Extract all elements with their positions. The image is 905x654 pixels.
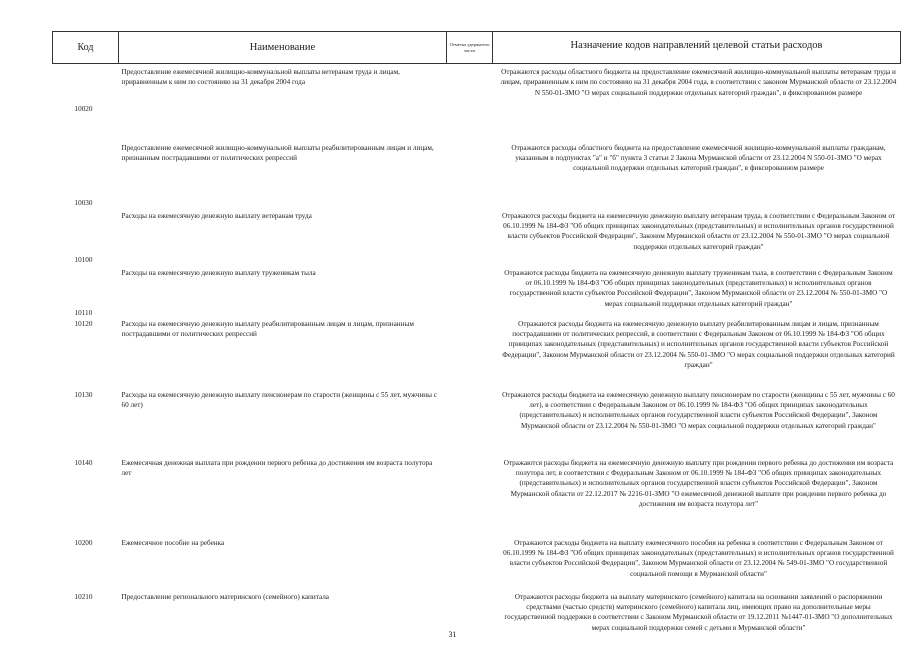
row-purpose: Отражаются расходы бюджета на ежемесячную денежную выплату при рождении первого ребенка до достижения им возраста полутора лет, в соответствии с Федеральным Законом от 06.10.1999 № 184-ФЗ "Об общих принципах законодательных (представительных) и исполнительных органов государственной власти субъектов Российской Федерации", Законом Мурманской области от 22.12.2017 № 2216-01-ЗМО "О ежемесячной денежной выплате при рождении первого ребенка до достижения им возраста полутора лет" [503,458,894,509]
row-code: 10210 [74,592,93,601]
row-code: 10200 [74,538,93,547]
row-name: Предоставление ежемесячной жилищно-коммунальной выплаты реабилитированным лицам и лицам, признанным пострадавшими от политических репрессий [121,143,434,162]
row-purpose: Отражаются расходы бюджета на ежемесячную денежную выплату пенсионерам по старости (женщины с 55 лет, мужчины с 60 лет), в соответствии с Федеральным Законом от 06.10.1999 № 184-ФЗ "Об общих принципах законодательных (представительных) и исполнительных органов государственной власти субъектов Российской Федерации", Законом Мурманской области от 23.12.2004 № 550-01-ЗМО "О мерах социальной поддержки отдельных категорий граждан" [502,390,895,430]
header-mark: Отметка удержатель части [447,32,493,64]
row-purpose: Отражаются расходы бюджета на выплату ежемесячного пособия на ребенка в соответствии с Федеральным Законом от 06.10.1999 № 184-ФЗ "Об общих принципах законодательных (представительных) и исполнительных органов государственной власти субъектов Российской Федерации", Законом Мурманской области от 23.12.2004 № 549-01-ЗМО "О государственной социальной помощи в Мурманской области" [503,538,894,578]
row-mark [447,141,493,209]
row-purpose: Отражаются расходы областного бюджета на предоставление ежемесячной жилищно-коммунальной выплаты ветеранам труда и лицам, приравненным к ним по состоянию на 31 декабря 2004 года, в соответствии с законом Мурманской области от 23.12.2004 N 550-01-ЗМО "О мерах социальной поддержки отдельных категорий граждан", в фиксированном размере [500,68,897,97]
row-name: Расходы на ежемесячную денежную выплату реабилитированным лицам и лицам, признанным пострадавшими от политических репрессий [121,319,414,338]
table-row [53,319,901,388]
document-page [52,31,905,632]
table-row [53,592,901,654]
target-article-table [52,31,901,654]
row-code: 10030 [74,198,93,207]
page-number: 31 [448,630,457,639]
row-code: 10100 [74,255,93,264]
table-row [53,388,901,456]
row-code: 10110 [74,308,93,317]
row-mark [447,319,493,388]
table-row [53,209,901,266]
row-purpose: Отражаются расходы бюджета на ежемесячную денежную выплату ветеранам труда, в соответствии с Федеральным Законом от 06.10.1999 № 184-ФЗ "Об общих принципах законодательных (представительных) и исполнительных органов государственной власти субъектов Российской Федерации", Законом Мурманской области от 23.12.2004 № 550-01-ЗМО "О мерах социальной поддержки отдельных категорий граждан" [502,211,895,251]
row-mark [447,266,493,319]
header-name: Наименование [119,32,447,64]
row-name: Расходы на ежемесячную денежную выплату ветеранам труда [121,211,312,220]
table-row [53,456,901,536]
row-mark [447,456,493,536]
row-purpose: Отражаются расходы бюджета на выплату материнского (семейного) капитала на основании заявлений о распоряжении средствами (частью средств) материнского (семейного) капитала лиц, имеющих право на дополнительные меры государственной поддержки в соответствии с Законом Мурманской области от 19.12.2011 №1447-01-ЗМО "О дополнительных мерах социальной поддержки семей с детьми в Мурманской области" [504,592,893,632]
row-code: 10120 [74,319,93,328]
row-name: Предоставление регионального материнского (семейного) капитала [121,592,329,601]
row-name: Расходы на ежемесячную денежную выплату труженикам тыла [121,268,316,277]
row-code: 10130 [74,390,93,399]
table-row [53,141,901,209]
table-row [53,64,901,141]
row-name: Предоставление ежемесячной жилищно-коммунальной выплаты ветеранам труда и лицам, приравненным к ним по состоянию на 31 декабря 2004 года [121,68,400,87]
row-mark [447,388,493,456]
row-mark [447,209,493,266]
row-name: Ежемесячная денежная выплата при рождении первого ребенка до достижения им возраста полутора лет [121,458,433,477]
row-mark [447,592,493,654]
row-code: 10020 [74,105,93,113]
header-purpose: Назначение кодов направлений целевой статьи расходов [493,32,901,64]
row-purpose: Отражаются расходы бюджета на ежемесячную денежную выплату труженикам тыла, в соответствии с Федеральным Законом от 06.10.1999 № 184-ФЗ "Об общих принципах законодательных (представительных) и исполнительных органов государственной власти субъектов Российской Федерации", Законом Мурманской области от 23.12.2004 № 550-01-ЗМО "О мерах социальной поддержки отдельных категорий граждан" [504,268,893,308]
row-name: Ежемесячное пособие на ребенка [121,538,225,547]
table-header-row [53,32,901,64]
row-purpose: Отражаются расходы областного бюджета на предоставление ежемесячной жилищно-коммунальной выплаты гражданам, указанным в подпунктах "а" и "б" пункта 3 статьи 2 Закона Мурманской области от 23.12.2004 N 550-01-ЗМО "О мерах социальной поддержки отдельных категорий граждан", в фиксированном размере [511,143,886,173]
table-row [53,266,901,319]
table-row [53,536,901,592]
row-purpose: Отражаются расходы бюджета на ежемесячную денежную выплату реабилитированным лицам и лицам, признанным пострадавшими от политических репрессий, в соответствии с Федеральным Законом от 06.10.1999 № 184-ФЗ "Об общих принципах законодательных (представительных) и исполнительных органов государственной власти субъектов Российской Федерации", Законом Мурманской области от 23.12.2004 № 550-01-ЗМО "О мерах социальной поддержки отдельных категорий граждан" [502,319,895,370]
row-code: 10140 [74,458,93,467]
header-code: Код [53,32,119,64]
row-mark [447,536,493,592]
row-mark [447,64,493,141]
row-name: Расходы на ежемесячную денежную выплату пенсионерам по старости (женщины с 55 лет, мужчины с 60 лет) [121,390,437,409]
